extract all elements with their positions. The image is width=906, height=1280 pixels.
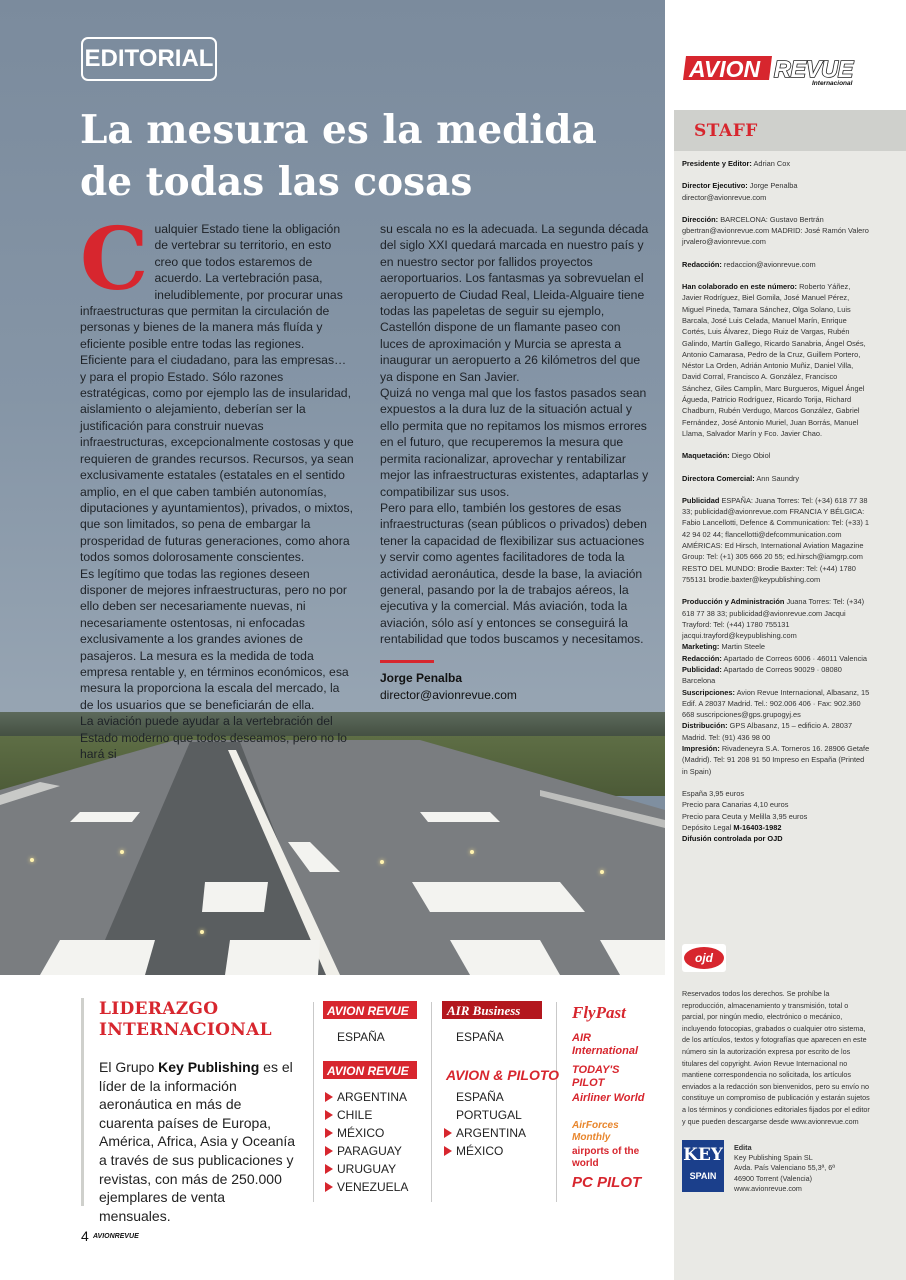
country: PARAGUAY xyxy=(323,1142,423,1160)
staff-item: Producción y Administración Juana Torres: Tel: (+34) 618 77 38 33; publicidad@avionrevue.com Jacqui Trayford: Tel: (+44) 1780 755131 jacqui.trayford@keypublishing.com xyxy=(682,597,865,641)
svg-text:AVION REVUE: AVION REVUE xyxy=(327,1004,409,1018)
country: ESPAÑA xyxy=(456,1030,504,1044)
staff-item: Dirección: BARCELONA: Gustavo Bertrán gbertran@avionrevue.com MADRID: José Ramón Valero jrvalero@avionrevue.com xyxy=(682,214,869,247)
title-line-1: La mesura es la medida xyxy=(80,107,597,153)
staff-heading-bar xyxy=(674,110,906,151)
country: CHILE xyxy=(323,1106,423,1124)
author-name: Jorge Penalba xyxy=(380,671,463,685)
svg-text:ojd: ojd xyxy=(695,951,713,965)
threshold-stripe-2 xyxy=(225,940,320,975)
pc-pilot-logo: PC PILOT xyxy=(572,1174,642,1191)
avionrevue-pub-logo xyxy=(323,1000,417,1020)
deposito-legal: Depósito Legal M-16403-1982 xyxy=(682,822,782,832)
staff-item: Publicidad: Apartado de Correos 90029 · 08080 Barcelona xyxy=(682,664,842,686)
runway-light xyxy=(120,850,124,854)
divider xyxy=(431,1002,432,1202)
airports-world-logo: airports of the world xyxy=(572,1146,640,1169)
runway-light xyxy=(470,850,474,854)
staff-item: Maquetación: Diego Obiol xyxy=(682,451,771,461)
staff-item: Publicidad ESPAÑA: Juana Torres: Tel: (+34) 618 77 38 33; publicidad@avionrevue.com FRANCIA Y BÉLGICA: Fabio Lancellotti, Defence & Communication: Tel: (+33) 1 42 94 02 44; flancellotti@defcommunication.com AMÉRICAS: Ed Hirsch, International Aviation Magazine Group: Tel: (+1) 305 666 20 55; ed.hirsch@iamgrp.com RESTO DEL MUNDO: Brodie Baxter: Tel: (+44) 1780 755131 brodie.baxter@keypublishing.com xyxy=(682,495,869,584)
country: ARGENTINA xyxy=(323,1088,423,1106)
country: ESPAÑA xyxy=(337,1030,385,1044)
promo-body: El Grupo Key Publishing es el líder de la información aeronáutica en más de cuarenta países de Europa, América, Africa, Asia y Oceanía a través de sus publicaciones y revistas, con más de 250.000 ejemplares de venta mensuales. xyxy=(99,1059,296,1224)
staff-item: Presidente y Editor: Adrian Cox xyxy=(682,159,791,168)
staff-item: Impresión: Rivadeneyra S.A. Torneros 16. 28906 Getafe (Madrid). Tel: 91 208 91 50 Impreso en España (Printed in Spain) xyxy=(682,744,870,776)
country-list xyxy=(442,1028,546,1046)
key-spain-logo: KEY SPAIN xyxy=(682,1140,724,1192)
signature-rule xyxy=(380,660,434,663)
avion-piloto-logo xyxy=(442,1060,560,1083)
runway-surface xyxy=(0,740,665,975)
country: VENEZUELA xyxy=(323,1178,423,1196)
section-tag: EDITORIAL xyxy=(81,37,217,81)
page-brand: AVIONREVUE xyxy=(93,1233,139,1240)
staff-item: Redacción: redaccion@avionrevue.com xyxy=(682,259,816,269)
staff-item: Director Ejecutivo: Jorge Penalba director@avionrevue.com xyxy=(682,181,798,202)
country: URUGUAY xyxy=(323,1160,423,1178)
staff-item: Directora Comercial: Ann Saundry xyxy=(682,473,800,483)
country-list xyxy=(323,1028,423,1046)
staff-item: Han colaborado en este número: Roberto Yáñez, Javier Rodríguez, Biel Gomila, José Manuel Pérez, Miguel Pineda, Tamara Sánchez, Olga Solano, Luis Barcala, José Luis Celada, Manuel Marín, Enrique Cortés, Luis Álvarez, Diego Ruiz de Vargas, Rubén Galindo, Martín Gallego, Ricardo Sanabria, Ángel Osés, Antonio Camarasa, Pedro de la Cruz, Guillem Portero, Néstor La Orden, Adrián Antonio Muñiz, Daniel Villa, David Corral, Francisco A. González, Francisco Sánchez, Giles Camplin, Marc Burgueros, Miguel Ángel Águeda, Patricio Rodríguez, Ricardo Torija, Richard Chadburn, Rubén Verdugo, Marcos González, Gabriel Fernández, José Antonio Muriel, Juan Borrás, Manuel Llama, Salvador Marín y Fco. Javier Chao. xyxy=(682,282,866,438)
runway-light xyxy=(30,858,34,862)
promo-title: LIDERAZGO INTERNACIONAL xyxy=(99,999,272,1040)
runway-number-0 xyxy=(412,882,585,912)
avionrevue-logo xyxy=(686,54,860,86)
price-line: Precio para Canarias 4,10 euros xyxy=(682,800,789,810)
publication-column-2 xyxy=(442,1000,560,1174)
airliner-world-logo: Airliner World xyxy=(572,1092,645,1104)
country: ARGENTINA xyxy=(442,1124,546,1142)
staff-item: Distribución: GPS Albasanz, 15 – edificio A. 28037 Madrid. Tel: (91) 436 98 00 xyxy=(682,721,853,742)
divider xyxy=(556,1002,557,1202)
ojd-logo xyxy=(682,944,726,972)
difusion: Difusión controlada por OJD xyxy=(682,834,783,844)
touchdown-mark-1 xyxy=(70,812,140,822)
touchdown-mark-2 xyxy=(420,812,500,822)
logo-word-2: REVUE xyxy=(774,56,854,82)
publication-column-3 xyxy=(572,1000,652,1194)
runway-light xyxy=(200,930,204,934)
staff-heading: STAFF xyxy=(694,121,758,141)
paragraph: su escala no es la adecuada. La segunda década del siglo XXI quedará marcada en nuestro país y en nuestro sector por fallidos proyectos aeroportuarios. Los fantasmas ya sobrevuelan el aeropuerto de Ciudad Real, Lleida-Alguaire tiene todas las papeletas de seguir su ejemplo, Castellón dispone de un flamante paseo con luces de aproximación y Murcia se apresta a inaugurar un aeropuerto a 26 kilómetros del que ya dispone en San Javier. xyxy=(380,222,649,384)
paragraph: Pero para ello, también los gestores de esas infraestructuras (sean públicos o privados) deben tener la capacidad de flexibilizar sus actuaciones y servir como agentes facilitadores de toda la actividad aeronáutica, desde la base, la aviación general, pasando por la de trabajos aéreos, la ejecutiva y la comercial. Más aviación, toda la aviación, sólo así y entonces se conseguirá la rentabilidad que todos buscamos y necesitamos. xyxy=(380,500,647,647)
price-line: Precio para Ceuta y Melilla 3,95 euros xyxy=(682,811,808,821)
publication-column-1 xyxy=(323,1000,423,1210)
staff-item: Marketing: Martin Steele xyxy=(682,642,765,652)
threshold-stripe-1 xyxy=(40,940,155,975)
legal-notice: Reservados todos los derechos. Se prohíbe la reproducción, almacenamiento y transmisión, total o parcial, por ningún medio, electrónico o mecánico, incluyendo fotocopias, grabados o cualquier otro sistema, de los artículos, textos y fotografías que aparecen en este número sin la autorización expresa por escrito de los titulares del copyright. Avion Revue Internacional no mantiene correspondencia no solicitada, los artículos enviados a la redacción son bienvenidos, pero su envío no constituye un compromiso de publicación y estarán sujetos a los términos y condiciones editoriales fijados por el editor y que pueden descargarse desde www.avionrevue.com xyxy=(682,989,870,1126)
svg-text:AVION & PILOTO: AVION & PILOTO xyxy=(446,1067,560,1083)
article-column-1 xyxy=(80,209,354,762)
paragraph: Quizá no venga mal que los fastos pasados sean expuestos a la dura luz de la situación actual y ello permita que no repitamos los mismos errores en el futuro, que recuperemos la mesura que permita racionalizar, aprovechar y rentabilizar mejor las infraestructuras existentes, adaptarlas y compatibilizar sus usos. xyxy=(380,386,649,499)
drop-cap: C xyxy=(80,209,149,310)
country: MÉXICO xyxy=(323,1124,423,1142)
svg-text:AVION REVUE: AVION REVUE xyxy=(327,1064,409,1078)
page-number: 4 xyxy=(81,1228,89,1244)
price-line: España 3,95 euros xyxy=(682,788,745,798)
promo-rule xyxy=(81,998,84,1206)
staff-list xyxy=(682,158,870,844)
author-email[interactable]: director@avionrevue.com xyxy=(380,688,517,702)
paragraph: La aviación puede ayudar a la vertebración del Estado moderno que todos deseamos, pero no lo hará si xyxy=(80,714,347,761)
runway-light xyxy=(380,860,384,864)
country-list xyxy=(442,1088,546,1160)
staff-item: Suscripciones: Avion Revue Internacional, Albasanz, 15 Edif. A 28037 Madrid. Tel.: 902.006 406 · Fax: 902.360 668 suscripciones@gps.grupogyj.es xyxy=(682,687,870,720)
logo-word-1: AVION xyxy=(689,56,761,82)
country: PORTUGAL xyxy=(456,1108,522,1122)
paragraph: ualquier Estado tiene la obligación de vertebrar su territorio, en esto creo que todos estaremos de acuerdo. La vertebración pasa, ineludiblemente, por procurar unas infraestructuras que permitan la circulación de personas y bienes de la manera más fluída y eficiente posible entre todas las regiones. Eficiente para el ciudadano, para las empresas… y para el propio Estado. Sólo razones estratégicas, como por ejemplo las de insularidad, aislamiento o alejamiento, deberían ser la justificación para construir nuevas infraestructuras, excepcionalmente costosas y que requieren de grandes recursos. Recursos, ya sean exclusivamente estatales (estatales en el sentido amplio, en el que caben también autonomías, diputaciones y ayuntamientos), privados, o mixtos, que son limitados, so pena de embargar la prosperidad de futuras generaciones, como ahora todos somos dolorosamente conscientes. xyxy=(80,222,354,565)
publisher-address: Edita Key Publishing Spain SL Avda. País Valenciano 55,3ª, 6ª 46900 Torrent (Valencia) www.avionrevue.com xyxy=(734,1143,835,1193)
airforces-logo: AirForces Monthly xyxy=(572,1120,619,1143)
todays-pilot-logo: TODAY'S PILOT xyxy=(572,1064,620,1089)
country: MÉXICO xyxy=(442,1142,546,1160)
page-title xyxy=(80,104,650,208)
title-line-2: de todas las cosas xyxy=(80,159,473,205)
staff-item: Redacción: Apartado de Correos 6006 · 46011 Valencia xyxy=(682,653,868,663)
country: ESPAÑA xyxy=(456,1090,504,1104)
paragraph: Es legítimo que todas las regiones deseen disponer de mejores infraestructuras, pero no por ello deben ser necesariamente nuevas, ni necesariamente ostentosas, ni enfocadas exclusivamente a los grandes aviones de pasajeros. La mesura es la medida de toda empresa rentable y, en términos económicos, esa mesura la proporciona la escala del mercado, la de los usuarios que se beneficiarán de ella. xyxy=(80,566,349,712)
runway-number-1 xyxy=(202,882,268,912)
article-column-2 xyxy=(380,221,650,648)
air-international-logo: AIR International xyxy=(572,1032,639,1057)
svg-text:AIR Business: AIR Business xyxy=(447,1003,521,1018)
flypast-logo: FlyPast xyxy=(572,1003,626,1022)
airbusiness-logo xyxy=(442,1000,542,1020)
runway-light xyxy=(600,870,604,874)
divider xyxy=(313,1002,314,1202)
country-list xyxy=(323,1088,423,1196)
avionrevue-pub-logo xyxy=(323,1060,417,1080)
logo-sub: Internacional xyxy=(812,80,853,87)
